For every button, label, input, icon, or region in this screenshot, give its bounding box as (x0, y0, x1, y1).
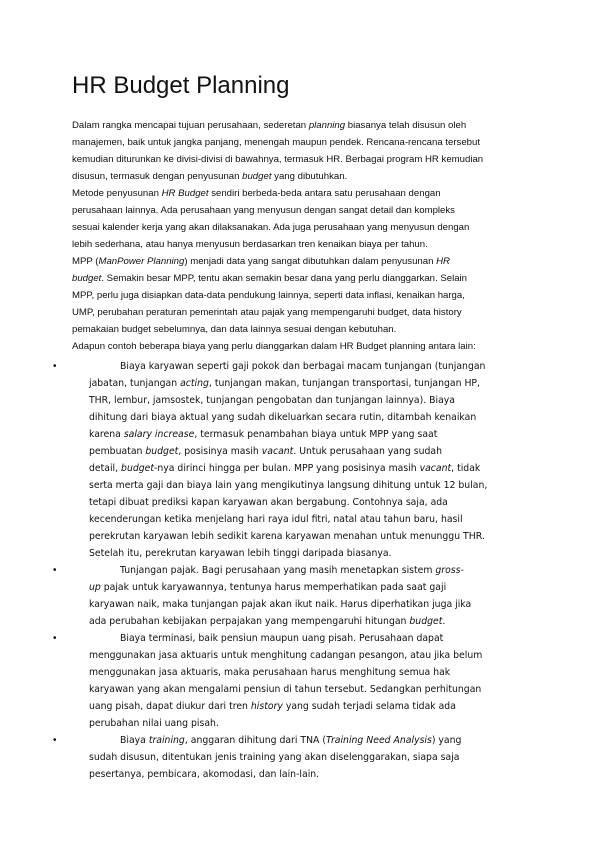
text-line: pesertanya, pembicara, akomodasi, dan lain-lain. (89, 769, 320, 780)
text-line: Dalam rangka mencapai tujuan perusahaan, sederetan planning biasanya telah disusun oleh (72, 120, 467, 131)
text-line: karyawan yang akan mengalami pensiun di tahun tersebut. Sedangkan perhitungan (89, 684, 482, 695)
text-line: ada perubahan kebijakan perpajakan yang mempengaruhi hitungan budget. (89, 616, 446, 627)
text-line: Tunjangan pajak. Bagi perusahaan yang masih menetapkan sistem gross- (120, 565, 464, 576)
text-line: Metode penyusunan HR Budget sendiri berbeda-beda antara satu perusahaan dengan (72, 188, 441, 199)
text-line: disusun, termasuk dengan penyusunan budget yang dibutuhkan. (72, 171, 348, 182)
text-line: MPP (ManPower Planning) menjadi data yang sangat dibutuhkan dalam penyusunan HR (72, 256, 450, 267)
list-item-text (89, 732, 519, 783)
italic-term: ManPower Planning (98, 256, 185, 267)
italic-term: budget (409, 616, 443, 627)
text-line: MPP, perlu juga disiapkan data-data pendukung lainnya, seperti data inflasi, kenaikan harga, (72, 290, 465, 301)
italic-term: vacant (261, 446, 294, 457)
text-line: dihitung dari biaya aktual yang sudah dikeluarkan secara rutin, ditambah kenaikan (89, 412, 477, 423)
text-line: perekrutan karyawan lebih sedikit karena karyawan menahan untuk menunggu THR. (89, 531, 485, 542)
italic-term: HR (436, 256, 450, 267)
text-line: karyawan naik, maka tunjangan pajak akan ikut naik. Harus diperhatikan juga jika (89, 599, 472, 610)
list-item (0, 358, 595, 562)
text-line: karena salary increase, termasuk penambahan biaya untuk MPP yang saat (89, 429, 438, 440)
text-line: up pajak untuk karyawannya, tentunya harus memperhatikan pada saat gaji (89, 582, 447, 593)
text-line: budget. Semakin besar MPP, tentu akan semakin besar dana yang perlu dianggarkan. Selain (72, 273, 468, 284)
italic-term: Training Need Analysis (326, 735, 432, 746)
list-item-text (89, 358, 519, 562)
text-line: Biaya karyawan seperti gaji pokok dan berbagai macam tunjangan (tunjangan (120, 361, 486, 372)
text-line: tetapi dibuat prediksi kapan karyawan akan bergabung. Contohnya saja, ada (89, 497, 448, 508)
list-item (0, 562, 595, 630)
italic-term: vacant (419, 463, 452, 474)
italic-term: planning (308, 120, 346, 131)
italic-term: history (250, 701, 283, 712)
text-line: detail, budget-nya dirinci hingga per bulan. MPP yang posisinya masih vacant, tidak (89, 463, 481, 474)
list-item-text (89, 562, 519, 630)
text-line: perubahan nilai uang pisah. (89, 718, 219, 729)
bullet-icon: • (52, 565, 58, 576)
italic-term: training (148, 735, 185, 746)
text-line: kemudian diturunkan ke divisi-divisi di bawahnya, termasuk HR. Berbagai program HR kemudian (72, 154, 484, 165)
italic-term: acting (180, 378, 209, 389)
italic-term: gross- (435, 565, 464, 576)
text-line: menggunakan jasa aktuaris untuk menghitung cadangan pesangon, atau jika belum (89, 650, 483, 661)
text-line: menggunakan jasa aktuaris, maka perusahaan harus menghitung semua hak (89, 667, 451, 678)
italic-term: budget (242, 171, 272, 182)
text-line: UMP, perubahan peraturan pemerintah atau pajak yang mempengaruhi budget, data history (72, 307, 462, 318)
text-line: uang pisah, dapat diukur dari tren history yang sudah terjadi selama tidak ada (89, 701, 456, 712)
page-title: HR Budget Planning (72, 72, 290, 99)
text-line: jabatan, tunjangan acting, tunjangan makan, tunjangan transportasi, tunjangan HP, (89, 378, 480, 389)
text-line: Setelah itu, perekrutan karyawan lebih tinggi daripada biasanya. (89, 548, 392, 559)
text-line: sesuai kalender kerja yang akan dilaksanakan. Ada juga perusahaan yang menyusun dengan (72, 222, 470, 233)
text-line: lebih sederhana, atau hanya menyusun berdasarkan tren kenaikan biaya per tahun. (72, 239, 428, 250)
italic-term: budget (72, 273, 102, 284)
text-line: Biaya terminasi, baik pensiun maupun uang pisah. Perusahaan dapat (120, 633, 444, 644)
text-line: kecenderungan ketika menjelang hari raya idul fitri, natal atau tahun baru, hasil (89, 514, 463, 525)
text-line: Biaya training, anggaran dihitung dari TNA (Training Need Analysis) yang (120, 735, 462, 746)
bullet-icon: • (52, 361, 58, 372)
text-line: pembuatan budget, posisinya masih vacant. Untuk perusahaan yang sudah (89, 446, 442, 457)
list-item-text (89, 630, 519, 732)
text-line: Adapun contoh beberapa biaya yang perlu dianggarkan dalam HR Budget planning antara lain: (72, 341, 476, 352)
list-item (0, 732, 595, 783)
bullet-icon: • (52, 633, 58, 644)
intro-paragraph (72, 117, 532, 355)
text-line: sudah disusun, ditentukan jenis training yang akan diselenggarakan, siapa saja (89, 752, 460, 763)
italic-term: salary increase (123, 429, 195, 440)
italic-term: HR Budget (161, 188, 209, 199)
italic-term: budget (121, 463, 155, 474)
text-line: perusahaan lainnya. Ada perusahaan yang menyusun dengan sangat detail dan kompleks (72, 205, 455, 216)
bullet-icon: • (52, 735, 58, 746)
text-line: THR, lembur, jamsostek, tunjangan pengobatan dan tunjangan lainnya). Biaya (89, 395, 455, 406)
italic-term: up (89, 582, 101, 593)
text-line: pemakaian budget sebelumnya, dan data lainnya sesuai dengan kebutuhan. (72, 324, 397, 335)
list-item (0, 630, 595, 732)
cost-item-list (0, 358, 595, 783)
text-line: manajemen, baik untuk jangka panjang, menengah maupun pendek. Rencana-rencana tersebut (72, 137, 481, 148)
italic-term: budget (145, 446, 179, 457)
text-line: serta merta gaji dan biaya lain yang mengikutinya langsung dihitung untuk 12 bulan, (89, 480, 488, 491)
